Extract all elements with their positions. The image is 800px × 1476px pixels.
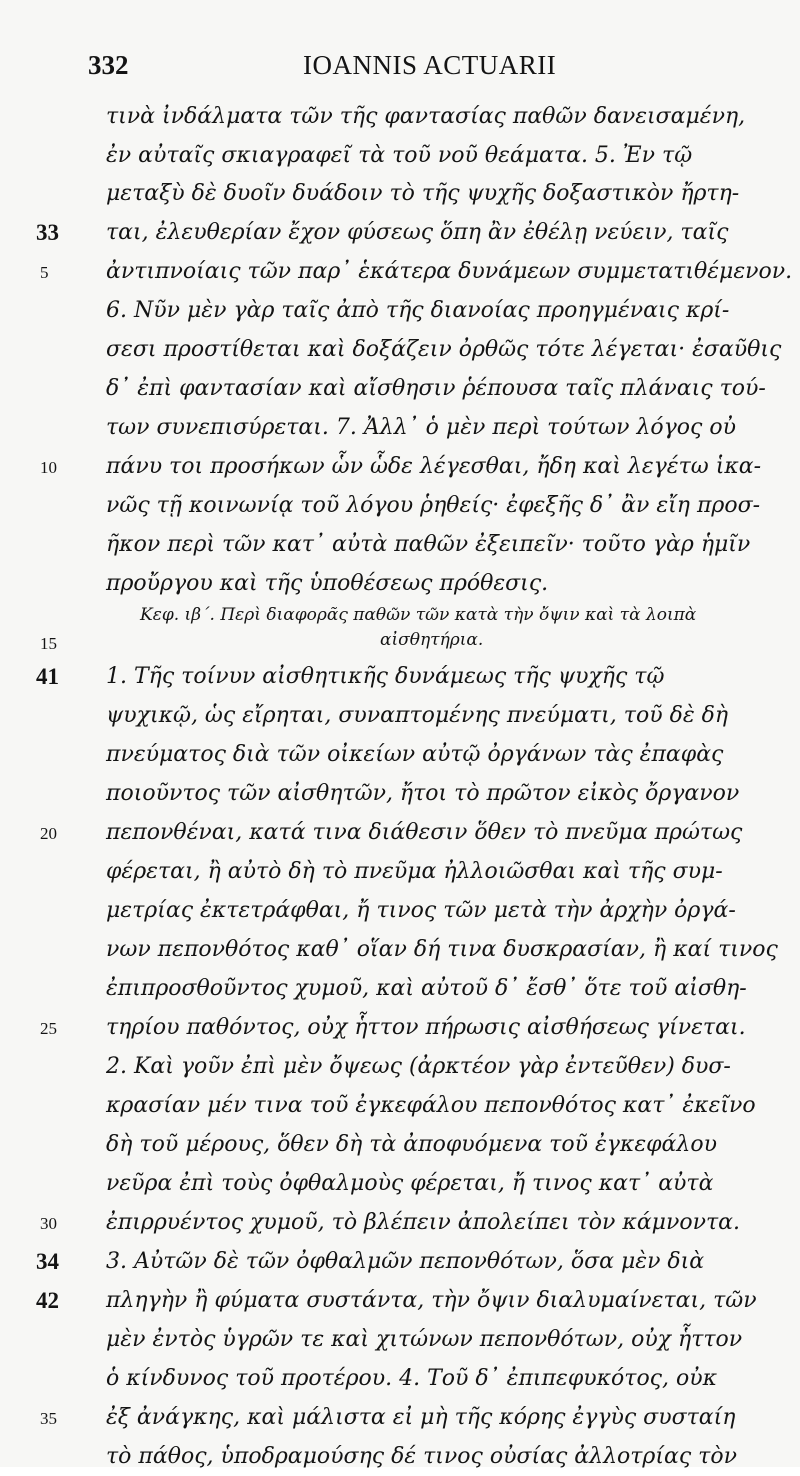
line-text: ῆκον περὶ τῶν κατ᾽ αὐτὰ παθῶν ἐξειπεῖν· τοῦτο γὰρ ἡμῖν (106, 532, 751, 557)
text-line (0, 337, 790, 369)
text-line (0, 1015, 790, 1047)
line-text: ποιοῦντος τῶν αἰσθητῶν, ἤτοι τὸ πρῶτον εἰκὸς ὄργανον (106, 781, 740, 806)
line-text: ἐν αὐταῖς σκιαγραφεῖ τὰ τοῦ νοῦ θεάματα. 5. Ἐν τῷ (106, 143, 693, 168)
section-number: 33 (36, 220, 59, 245)
text-line (0, 376, 790, 408)
line-text: πεπονθέναι, κατά τινα διάθεσιν ὅθεν τὸ πνεῦμα πρώτως (106, 820, 743, 845)
line-text: ἀντιπνοίαις τῶν παρ᾽ ἑκάτερα δυνάμεων συμμετατιθέμενον. (106, 259, 793, 284)
line-number: 5 (40, 263, 49, 282)
text-line (0, 898, 790, 930)
line-text: μετρίας ἐκτετράφθαι, ἤ τινος τῶν μετὰ τὴν ἀρχὴν ὀργά- (106, 898, 736, 923)
section-number: 41 (36, 664, 59, 689)
text-line (0, 104, 790, 136)
line-number: 25 (40, 1019, 57, 1038)
line-text: ται, ἐλευθερίαν ἔχον φύσεως ὅπη ἂν ἐθέλῃ νεύειν, ταῖς (106, 220, 729, 245)
line-number: 10 (40, 458, 57, 477)
text-line (0, 781, 790, 813)
section-number: 42 (36, 1288, 59, 1313)
line-number: 30 (40, 1214, 57, 1233)
line-text: Κεφ. ιβ΄. Περὶ διαφορᾶς παθῶν τῶν κατὰ τὴν ὄψιν καὶ τὰ λοιπὰ (140, 605, 697, 625)
chapter-heading-line (0, 630, 790, 662)
text-line (0, 820, 790, 852)
text-line (0, 742, 790, 774)
line-text: ἐπιρρυέντος χυμοῦ, τὸ βλέπειν ἀπολείπει τὸν κάμνοντα. (106, 1210, 740, 1235)
line-text: νῶς τῇ κοινωνίᾳ τοῦ λόγου ῥηθείς· ἐφεξῆς δ᾽ ἂν εἴη προσ- (106, 493, 761, 518)
line-text: 6. Νῦν μὲν γὰρ ταῖς ἀπὸ τῆς διανοίας προηγμέναις κρί- (106, 298, 730, 323)
text-line (0, 1054, 790, 1086)
line-number: 15 (40, 634, 57, 653)
line-text: τὸ πάθος, ὑποδραμούσης δέ τινος οὐσίας ἀλλοτρίας τὸν (106, 1444, 737, 1469)
line-number: 20 (40, 824, 57, 843)
line-number: 35 (40, 1409, 57, 1428)
text-line (0, 181, 790, 213)
text-line (0, 1327, 790, 1359)
line-text: πνεύματος διὰ τῶν οἰκείων αὐτῷ ὀργάνων τὰς ἐπαφὰς (106, 742, 724, 767)
line-text: προὔργου καὶ τῆς ὑποθέσεως πρόθεσις. (106, 571, 549, 596)
text-line (0, 454, 790, 486)
text-line (0, 976, 790, 1008)
text-line (0, 220, 790, 252)
text-line (0, 259, 793, 291)
line-text: ψυχικῷ, ὡς εἴρηται, συναπτομένης πνεύματι, τοῦ δὲ δὴ (106, 703, 729, 728)
page-header (88, 50, 768, 90)
text-line (0, 532, 790, 564)
line-text: δὴ τοῦ μέρους, ὅθεν δὴ τὰ ἀποφυόμενα τοῦ ἐγκεφάλου (106, 1132, 717, 1157)
text-line (0, 859, 790, 891)
line-text: μεταξὺ δὲ δυοῖν δυάδοιν τὸ τῆς ψυχῆς δοξαστικὸν ἤρτη- (106, 181, 740, 206)
text-line (0, 1249, 790, 1281)
line-text: των συνεπισύρεται. 7. Ἀλλ᾽ ὁ μὲν περὶ τούτων λόγος οὐ (106, 415, 736, 440)
text-line (0, 1405, 790, 1437)
text-line (0, 1288, 790, 1320)
text-line (0, 664, 790, 696)
text-line (0, 1366, 790, 1398)
text-line (0, 1444, 790, 1476)
line-text: τινὰ ἰνδάλματα τῶν τῆς φαντασίας παθῶν δανεισαμένη, (106, 104, 746, 129)
running-head: IOANNIS ACTUARII (303, 50, 557, 80)
text-line (0, 571, 790, 603)
line-text: πάνυ τοι προσήκων ὧν ὧδε λέγεσθαι, ἤδη καὶ λεγέτω ἱκα- (106, 454, 762, 479)
line-text: σεσι προστίθεται καὶ δοξάζειν ὀρθῶς τότε λέγεται· ἐσαῦθις (106, 337, 782, 362)
text-line (0, 143, 790, 175)
text-line (0, 703, 790, 735)
section-number: 34 (36, 1249, 59, 1274)
text-line (0, 1171, 790, 1203)
page-number: 332 (88, 50, 129, 80)
line-text: ὁ κίνδυνος τοῦ προτέρου. 4. Τοῦ δ᾽ ἐπιπεφυκότος, οὐκ (106, 1366, 718, 1391)
line-text: ἐπιπροσθοῦντος χυμοῦ, καὶ αὐτοῦ δ᾽ ἔσθ᾽ ὅτε τοῦ αἰσθη- (106, 976, 747, 1001)
text-line (0, 493, 790, 525)
line-text: ἐξ ἀνάγκης, καὶ μάλιστα εἰ μὴ τῆς κόρης ἐγγὺς συσταίη (106, 1405, 736, 1430)
line-text: πληγὴν ἢ φύματα συστάντα, τὴν ὄψιν διαλυμαίνεται, τῶν (106, 1288, 757, 1313)
line-text: φέρεται, ἢ αὐτὸ δὴ τὸ πνεῦμα ἠλλοιῶσθαι καὶ τῆς συμ- (106, 859, 723, 884)
text-line (0, 937, 790, 969)
line-text: κρασίαν μέν τινα τοῦ ἐγκεφάλου πεπονθότος κατ᾽ ἐκεῖνο (106, 1093, 756, 1118)
line-text: αἰσθητήρια. (380, 630, 484, 650)
line-text: δ᾽ ἐπὶ φαντασίαν καὶ αἴσθησιν ῥέπουσα ταῖς πλάναις τού- (106, 376, 766, 401)
line-text: 1. Τῆς τοίνυν αἰσθητικῆς δυνάμεως τῆς ψυχῆς τῷ (106, 664, 665, 689)
text-line (0, 1093, 790, 1125)
line-text: τηρίου παθόντος, οὐχ ἧττον πήρωσις αἰσθήσεως γίνεται. (106, 1015, 746, 1040)
text-line (0, 1210, 790, 1242)
line-text: νεῦρα ἐπὶ τοὺς ὀφθαλμοὺς φέρεται, ἤ τινος κατ᾽ αὐτὰ (106, 1171, 714, 1196)
line-text: 3. Αὐτῶν δὲ τῶν ὀφθαλμῶν πεπονθότων, ὅσα μὲν διὰ (106, 1249, 705, 1274)
line-text: 2. Καὶ γοῦν ἐπὶ μὲν ὄψεως (ἀρκτέον γὰρ ἐντεῦθεν) δυσ- (106, 1054, 731, 1079)
line-text: μὲν ἐντὸς ὑγρῶν τε καὶ χιτώνων πεπονθότων, οὐχ ἧττον (106, 1327, 743, 1352)
text-line (0, 1132, 790, 1164)
line-text: νων πεπονθότος καθ᾽ οἵαν δή τινα δυσκρασίαν, ἢ καί τινος (106, 937, 778, 962)
text-line (0, 415, 790, 447)
text-line (0, 298, 790, 330)
